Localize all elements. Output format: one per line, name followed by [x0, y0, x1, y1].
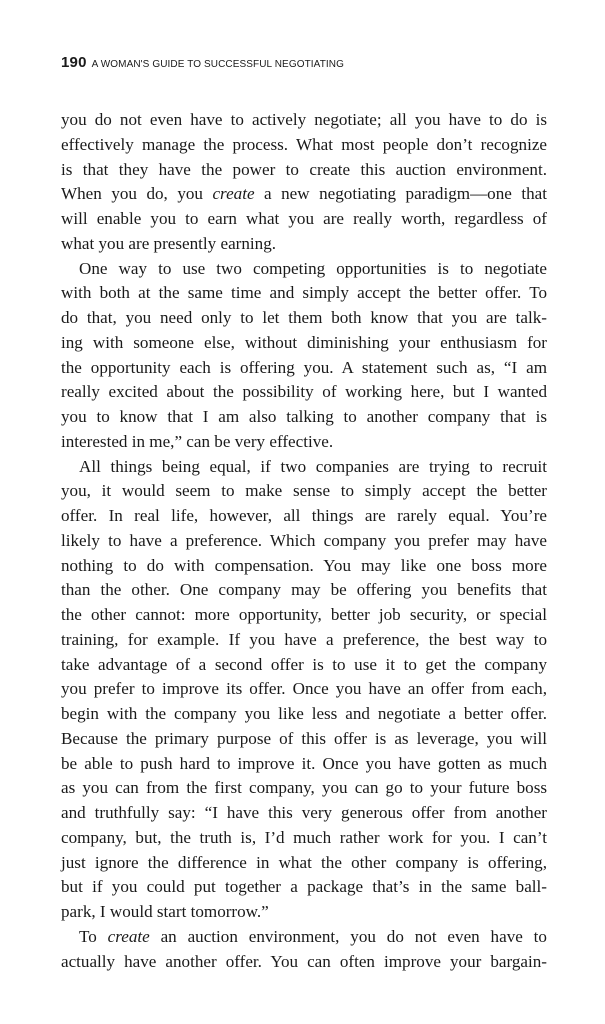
- text-run: what you are presently earning.: [61, 233, 277, 253]
- text-run: as you can from the first company, you can go to your future boss: [61, 778, 547, 798]
- text-run: than the other. One company may be offering you benefits that: [61, 580, 547, 600]
- text-run: One way to use two competing opportunities is to negotiate: [79, 258, 547, 278]
- text-line: [61, 133, 547, 158]
- text-line: [61, 677, 547, 702]
- text-run: When you do, you: [61, 184, 213, 204]
- text-run: you prefer to improve its offer. Once you have an offer from each,: [61, 679, 547, 699]
- text-run: with both at the same time and simply accept the better offer. To: [61, 283, 547, 303]
- text-run: offer. In real life, however, all things are rarely equal. You’re: [61, 506, 547, 525]
- text-run: Because the primary purpose of this offer is as leverage, you will: [61, 728, 547, 748]
- text-run: actually have another offer. You can often improve your bargain-: [61, 951, 547, 971]
- text-line: [61, 925, 547, 950]
- page-number: 190: [61, 54, 87, 71]
- text-line: [61, 306, 547, 331]
- text-run: will enable you to earn what you are really worth, regardless of: [61, 209, 547, 228]
- body-text: [61, 108, 547, 974]
- text-line: [61, 900, 547, 925]
- text-line: [61, 603, 547, 628]
- text-line: [61, 182, 547, 207]
- text-run: begin with the company you like less and negotiate a better offer.: [61, 704, 547, 723]
- text-line: [61, 851, 547, 876]
- text-run: you do not even have to actively negotiate; all you have to do is: [61, 110, 547, 129]
- text-line: [61, 826, 547, 851]
- text-line: [61, 554, 547, 579]
- text-line: [61, 455, 547, 480]
- text-line: [61, 281, 547, 306]
- text-run: All things being equal, if two companies are trying to recruit: [79, 456, 547, 476]
- text-run: park, I would start tomorrow.”: [61, 902, 269, 921]
- text-line: [61, 257, 547, 282]
- text-line: [61, 158, 547, 183]
- emphasis-text: create: [212, 184, 255, 204]
- text-line: [61, 776, 547, 801]
- text-run: an auction environment, you do not even have to: [149, 926, 547, 946]
- text-run: likely to have a preference. Which company you prefer may have: [61, 530, 547, 550]
- text-line: [61, 628, 547, 653]
- text-line: [61, 653, 547, 678]
- text-line: [61, 108, 547, 133]
- text-line: [61, 752, 547, 777]
- text-line: [61, 430, 547, 455]
- text-line: [61, 529, 547, 554]
- text-run: do that, you need only to let them both know that you are talk-: [61, 308, 547, 327]
- text-line: [61, 702, 547, 727]
- running-head: [61, 54, 344, 72]
- text-run: ing with someone else, without diminishing your enthusiasm for: [61, 332, 547, 352]
- text-run: interested in me,” can be very effective.: [61, 431, 334, 451]
- text-run: but if you could put together a package that’s in the same ball-: [61, 877, 547, 897]
- text-line: [61, 504, 547, 529]
- text-line: [61, 232, 547, 257]
- text-run: you, it would seem to make sense to simply accept the better: [61, 481, 547, 501]
- emphasis-text: create: [107, 926, 150, 946]
- text-run: company, but, the truth is, I’d much rather work for you. I can’t: [61, 827, 547, 847]
- text-run: the opportunity each is offering you. A statement such as, “I am: [61, 357, 547, 377]
- text-run: you to know that I am also talking to another company that is: [61, 407, 547, 426]
- text-line: [61, 801, 547, 826]
- paragraph: [61, 257, 547, 455]
- text-run: just ignore the difference in what the other company is offering,: [61, 852, 547, 872]
- text-run: a new negotiating paradigm—one that: [254, 184, 547, 204]
- text-line: [61, 950, 547, 975]
- text-line: [61, 405, 547, 430]
- text-run: and truthfully say: “I have this very generous offer from another: [61, 803, 547, 822]
- text-run: is that they have the power to create this auction environment.: [61, 159, 547, 179]
- paragraph: [61, 925, 547, 975]
- text-line: [61, 380, 547, 405]
- text-line: [61, 875, 547, 900]
- text-run: effectively manage the process. What most people don’t recognize: [61, 134, 547, 154]
- paragraph: [61, 108, 547, 257]
- text-line: [61, 356, 547, 381]
- text-run: To: [79, 926, 108, 946]
- text-run: really excited about the possibility of working here, but I wanted: [61, 382, 547, 402]
- book-title: A WOMAN'S GUIDE TO SUCCESSFUL NEGOTIATING: [91, 59, 344, 70]
- text-line: [61, 727, 547, 752]
- text-line: [61, 578, 547, 603]
- text-line: [61, 331, 547, 356]
- text-line: [61, 479, 547, 504]
- paragraph: [61, 455, 547, 925]
- text-run: the other cannot: more opportunity, better job security, or special: [61, 605, 547, 624]
- text-run: nothing to do with compensation. You may like one boss more: [61, 555, 547, 575]
- text-line: [61, 207, 547, 232]
- text-run: be able to push hard to improve it. Once you have gotten as much: [61, 753, 547, 773]
- text-run: training, for example. If you have a preference, the best way to: [61, 629, 547, 649]
- text-run: take advantage of a second offer is to use it to get the company: [61, 654, 547, 674]
